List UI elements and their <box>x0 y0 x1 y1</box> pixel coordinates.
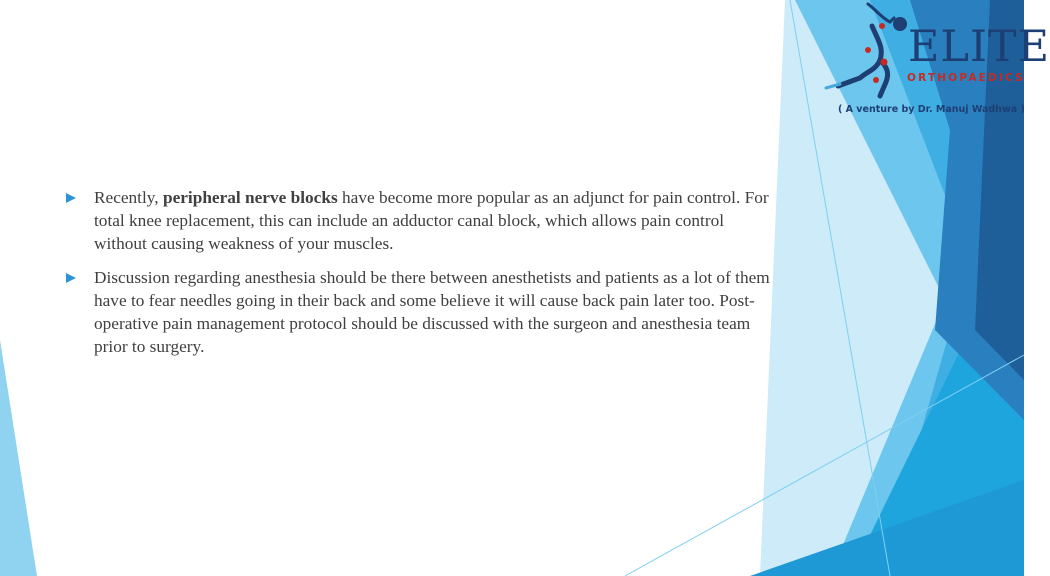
bullet-item <box>64 266 776 359</box>
athlete-figure-icon <box>820 0 910 100</box>
left-edge-facet <box>0 340 37 576</box>
bullet-text: Discussion regarding anesthesia should be there between anesthetists and patients as a lot of them have to fear needles going in their back and some believe it will cause back pain later too. Post-operative pain management protocol should be discussed with the surgeon and anesthesia team prior to surgery. <box>94 267 770 357</box>
bullet-list <box>64 186 776 368</box>
bullet-text-lead: Recently, <box>94 188 163 207</box>
triangle-bullet-icon <box>66 193 76 203</box>
logo-tagline: ( A venture by Dr. Manuj Wadhwa ) <box>838 104 1025 115</box>
bullet-text-rest: have become more popular as an adjunct for pain control. For total knee replacement, this can include an adductor canal block, which allows pain control without causing weakness of your muscles. <box>94 188 769 254</box>
logo-subtitle: ORTHOPAEDICS <box>907 72 1025 84</box>
bullet-text-bold: peripheral nerve blocks <box>162 188 338 207</box>
logo-wordmark: ELITE <box>908 22 1050 72</box>
triangle-bullet-icon <box>66 273 76 283</box>
bullet-item <box>64 186 776 256</box>
elite-orthopaedics-logo <box>820 0 1050 125</box>
